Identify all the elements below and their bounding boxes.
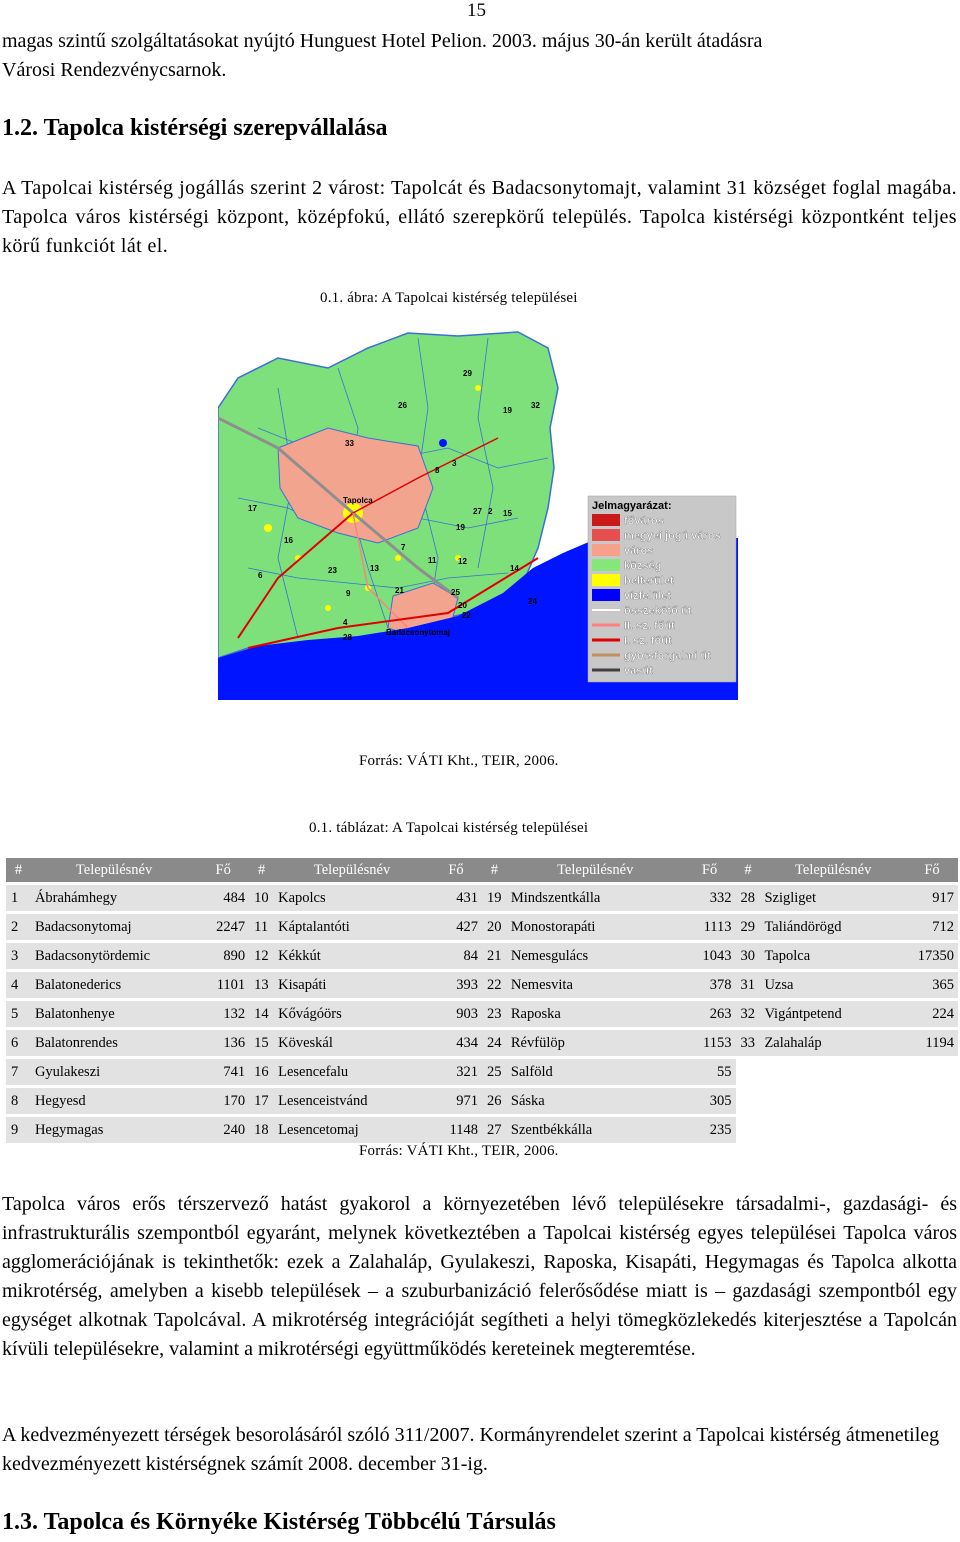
map-label: 22	[462, 611, 471, 620]
settlement-name: Taliándörögd	[760, 914, 906, 940]
population: 484	[197, 885, 249, 911]
row-index: 28	[736, 885, 761, 911]
row-index: 19	[482, 885, 507, 911]
empty-cell	[906, 1088, 958, 1114]
legend-swatch	[592, 589, 620, 601]
row-index: 29	[736, 914, 761, 940]
legend-label: belterület	[624, 575, 674, 587]
population: 263	[684, 1001, 736, 1027]
map-label: 16	[284, 536, 293, 545]
row-index: 25	[482, 1059, 507, 1085]
settlement-name: Nemesvita	[507, 972, 684, 998]
population: 170	[197, 1088, 249, 1114]
col-header: Fő	[684, 858, 736, 882]
section-heading-1-2: 1.2. Tapolca kistérségi szerepvállalása	[2, 115, 388, 141]
map-label: 19	[456, 523, 465, 532]
settlement-name: Szigliget	[760, 885, 906, 911]
table-row	[6, 1059, 958, 1085]
legend-label: megyei jogú város	[624, 530, 721, 542]
map-label: 2	[488, 507, 493, 516]
population: 890	[197, 943, 249, 969]
row-index: 23	[482, 1001, 507, 1027]
empty-cell	[736, 1059, 761, 1085]
legend-swatch	[592, 559, 620, 571]
map-town-label-badacsonytomaj: Badacsonytomaj	[386, 628, 451, 637]
settlement-name: Köveskál	[274, 1030, 430, 1056]
table-row	[6, 885, 958, 911]
population: 1153	[684, 1030, 736, 1056]
population: 55	[684, 1059, 736, 1085]
map-label: 25	[451, 588, 460, 597]
population: 2247	[197, 914, 249, 940]
population: 741	[197, 1059, 249, 1085]
legend-label: vasút	[624, 665, 653, 677]
map-label: 24	[528, 597, 537, 606]
row-index: 18	[249, 1117, 274, 1143]
row-index: 3	[6, 943, 31, 969]
row-index: 8	[6, 1088, 31, 1114]
population: 235	[684, 1117, 736, 1143]
table-row	[6, 1117, 958, 1143]
population: 393	[430, 972, 482, 998]
legend-label: város	[624, 545, 654, 557]
row-index: 31	[736, 972, 761, 998]
col-header: Fő	[197, 858, 249, 882]
population: 132	[197, 1001, 249, 1027]
table-caption: 0.1. táblázat: A Tapolcai kistérség települései	[309, 820, 589, 836]
row-index: 17	[249, 1088, 274, 1114]
settlement-name: Sáska	[507, 1088, 684, 1114]
body-paragraph-2: A kedvezményezett térségek besorolásáról szóló 311/2007. Kormányrendelet szerint a Tapolcai kistérség átmenetileg kedvezményezett kistérségnek számít 2008. december 31-ig.	[2, 1424, 940, 1475]
row-index: 16	[249, 1059, 274, 1085]
row-index: 27	[482, 1117, 507, 1143]
row-index: 1	[6, 885, 31, 911]
settlement-name: Kővágóörs	[274, 1001, 430, 1027]
population: 378	[684, 972, 736, 998]
population: 971	[430, 1088, 482, 1114]
settlement-name: Balatonrendes	[31, 1030, 197, 1056]
intro-paragraph	[2, 27, 957, 85]
col-header: Fő	[430, 858, 482, 882]
settlement-name: Tapolca	[760, 943, 906, 969]
settlement-name: Révfülöp	[507, 1030, 684, 1056]
legend-label: I. sz. főút	[624, 635, 672, 647]
row-index: 15	[249, 1030, 274, 1056]
settlement-name: Lesencefalu	[274, 1059, 430, 1085]
col-header: Településnév	[507, 858, 684, 882]
table-body	[6, 885, 958, 1143]
settlement-name: Ábrahámhegy	[31, 885, 197, 911]
legend-swatch	[592, 544, 620, 556]
row-index: 6	[6, 1030, 31, 1056]
settlement-name: Káptalantóti	[274, 914, 430, 940]
settlement-name: Gyulakeszi	[31, 1059, 197, 1085]
population: 427	[430, 914, 482, 940]
settlement-name: Zalahaláp	[760, 1030, 906, 1056]
legend-swatch	[592, 514, 620, 526]
population: 305	[684, 1088, 736, 1114]
settlement-name: Badacsonytördemic	[31, 943, 197, 969]
row-index: 33	[736, 1030, 761, 1056]
settlement-name: Raposka	[507, 1001, 684, 1027]
col-header: #	[6, 858, 31, 882]
row-index: 24	[482, 1030, 507, 1056]
settlement-name: Kapolcs	[274, 885, 430, 911]
population: 332	[684, 885, 736, 911]
map-label: 20	[458, 601, 467, 610]
map-label: 8	[435, 466, 440, 475]
map-label: 7	[401, 543, 406, 552]
legend-label: II. sz. főút	[624, 620, 675, 632]
population: 365	[906, 972, 958, 998]
intro-line-1: magas szintű szolgáltatásokat nyújtó Hunguest Hotel Pelion. 2003. május 30-án került átadásra	[2, 30, 763, 52]
page-number: 15	[467, 0, 486, 21]
table-row	[6, 1001, 958, 1027]
table-row	[6, 1030, 958, 1056]
population: 321	[430, 1059, 482, 1085]
map-label: 12	[458, 557, 467, 566]
legend-label: község	[624, 560, 662, 572]
row-index: 5	[6, 1001, 31, 1027]
section-1-2-paragraph: A Tapolcai kistérség jogállás szerint 2 várost: Tapolcát és Badacsonytomajt, valamint 31 községet foglal magába. Tapolca város kistérségi központ, középfokú, ellátó szerepkörű település. Tapolca kistérségi központként teljes körű funkciót lát el.	[2, 177, 957, 257]
settlement-name: Szentbékkálla	[507, 1117, 684, 1143]
population: 1101	[197, 972, 249, 998]
settlement-name: Salföld	[507, 1059, 684, 1085]
empty-cell	[906, 1059, 958, 1085]
empty-cell	[760, 1088, 906, 1114]
map-label: 15	[503, 509, 512, 518]
empty-cell	[736, 1088, 761, 1114]
legend-label: gyorsforgalmi út	[624, 650, 711, 662]
settlement-name: Balatonederics	[31, 972, 197, 998]
settlements-table	[6, 855, 958, 1146]
row-index: 11	[249, 914, 274, 940]
population: 1113	[684, 914, 736, 940]
table-row	[6, 1088, 958, 1114]
population: 434	[430, 1030, 482, 1056]
map-label: 4	[343, 618, 348, 627]
row-index: 22	[482, 972, 507, 998]
map-label: 27	[473, 507, 482, 516]
population: 1194	[906, 1030, 958, 1056]
col-header: Településnév	[760, 858, 906, 882]
map-label: 33	[345, 439, 354, 448]
map-label: 14	[510, 564, 519, 573]
map-label: 13	[370, 564, 379, 573]
row-index: 30	[736, 943, 761, 969]
population: 903	[430, 1001, 482, 1027]
col-header: #	[482, 858, 507, 882]
map-label: 26	[398, 401, 407, 410]
map-label: 17	[248, 504, 257, 513]
empty-cell	[760, 1117, 906, 1143]
settlement-map	[218, 328, 738, 700]
row-index: 13	[249, 972, 274, 998]
settlement-name: Kisapáti	[274, 972, 430, 998]
row-index: 12	[249, 943, 274, 969]
row-index: 2	[6, 914, 31, 940]
map-label: 28	[343, 633, 352, 642]
empty-cell	[736, 1117, 761, 1143]
row-index: 32	[736, 1001, 761, 1027]
legend-label: főváros	[624, 515, 664, 527]
body-paragraph-1: Tapolca város erős térszervező hatást gyakorol a környezetében lévő településekre társadalmi-, gazdasági- és infrastrukturális szempontból egyaránt, melynek következtében a Tapolcai kistérség egyes települései Tapolca város agglomerációjának is tekinthetők: ezek a Zalahaláp, Gyulakeszi, Raposka, Kisapáti, Hegymagas és Tapolca alkotta mikrotérség, amelyben a kisebb települések – a szuburbanizáció felerősődése miatt is – gazdasági szempontból egy egységet alkotnak Tapolcával. A mikrotérség integrációját segítheti a helyi tömegközlekedés kiterjesztése a Tapolcán kívüli településekre, valamint a mikrotérségi együttműködés kereteinek megteremtése.	[2, 1193, 957, 1360]
map-label: 6	[258, 571, 263, 580]
map-label: 3	[452, 459, 457, 468]
settlement-name: Mindszentkálla	[507, 885, 684, 911]
map-label: 11	[428, 556, 437, 565]
legend-label: összekötő út	[624, 605, 692, 617]
population: 240	[197, 1117, 249, 1143]
settlement-name: Nemesgulács	[507, 943, 684, 969]
row-index: 4	[6, 972, 31, 998]
settlement-name: Kékkút	[274, 943, 430, 969]
row-index: 21	[482, 943, 507, 969]
map-label: 21	[395, 586, 404, 595]
population: 136	[197, 1030, 249, 1056]
section-heading-1-3: 1.3. Tapolca és Környéke Kistérség Többcélú Társulás	[2, 1509, 556, 1535]
settlement-name: Uzsa	[760, 972, 906, 998]
intro-line-2: Városi Rendezvénycsarnok.	[2, 59, 227, 81]
row-index: 9	[6, 1117, 31, 1143]
row-index: 10	[249, 885, 274, 911]
legend-title: Jelmagyarázat:	[592, 500, 672, 512]
settlement-name: Balatonhenye	[31, 1001, 197, 1027]
map-label: 32	[531, 401, 540, 410]
map-town-label-tapolca: Tapolca	[343, 496, 373, 505]
table-row	[6, 972, 958, 998]
map-legend	[588, 496, 736, 682]
settlement-name: Lesencetomaj	[274, 1117, 430, 1143]
row-index: 26	[482, 1088, 507, 1114]
legend-label: vízfelület	[624, 590, 672, 602]
population: 712	[906, 914, 958, 940]
col-header: Fő	[906, 858, 958, 882]
population: 917	[906, 885, 958, 911]
population: 224	[906, 1001, 958, 1027]
col-header: Településnév	[274, 858, 430, 882]
col-header: #	[736, 858, 761, 882]
population: 17350	[906, 943, 958, 969]
table-row	[6, 914, 958, 940]
row-index: 20	[482, 914, 507, 940]
settlement-name: Hegymagas	[31, 1117, 197, 1143]
legend-swatch	[592, 529, 620, 541]
population: 1043	[684, 943, 736, 969]
table-header-row	[6, 858, 958, 882]
legend-swatch	[592, 574, 620, 586]
population: 1148	[430, 1117, 482, 1143]
population: 84	[430, 943, 482, 969]
settlement-name: Monostorapáti	[507, 914, 684, 940]
figure-caption: 0.1. ábra: A Tapolcai kistérség települései	[320, 290, 578, 306]
map-svg	[218, 328, 738, 700]
population: 431	[430, 885, 482, 911]
row-index: 14	[249, 1001, 274, 1027]
col-header: Településnév	[31, 858, 197, 882]
settlement-name: Hegyesd	[31, 1088, 197, 1114]
table-source: Forrás: VÁTI Kht., TEIR, 2006.	[359, 1143, 559, 1159]
col-header: #	[249, 858, 274, 882]
settlement-name: Vigántpetend	[760, 1001, 906, 1027]
map-label: 9	[346, 589, 351, 598]
row-index: 7	[6, 1059, 31, 1085]
empty-cell	[906, 1117, 958, 1143]
table-row	[6, 943, 958, 969]
map-label: 19	[503, 406, 512, 415]
settlement-name: Badacsonytomaj	[31, 914, 197, 940]
figure-source: Forrás: VÁTI Kht., TEIR, 2006.	[359, 753, 559, 769]
map-label: 23	[328, 566, 337, 575]
settlement-name: Lesenceistvánd	[274, 1088, 430, 1114]
empty-cell	[760, 1059, 906, 1085]
map-label: 29	[463, 369, 472, 378]
